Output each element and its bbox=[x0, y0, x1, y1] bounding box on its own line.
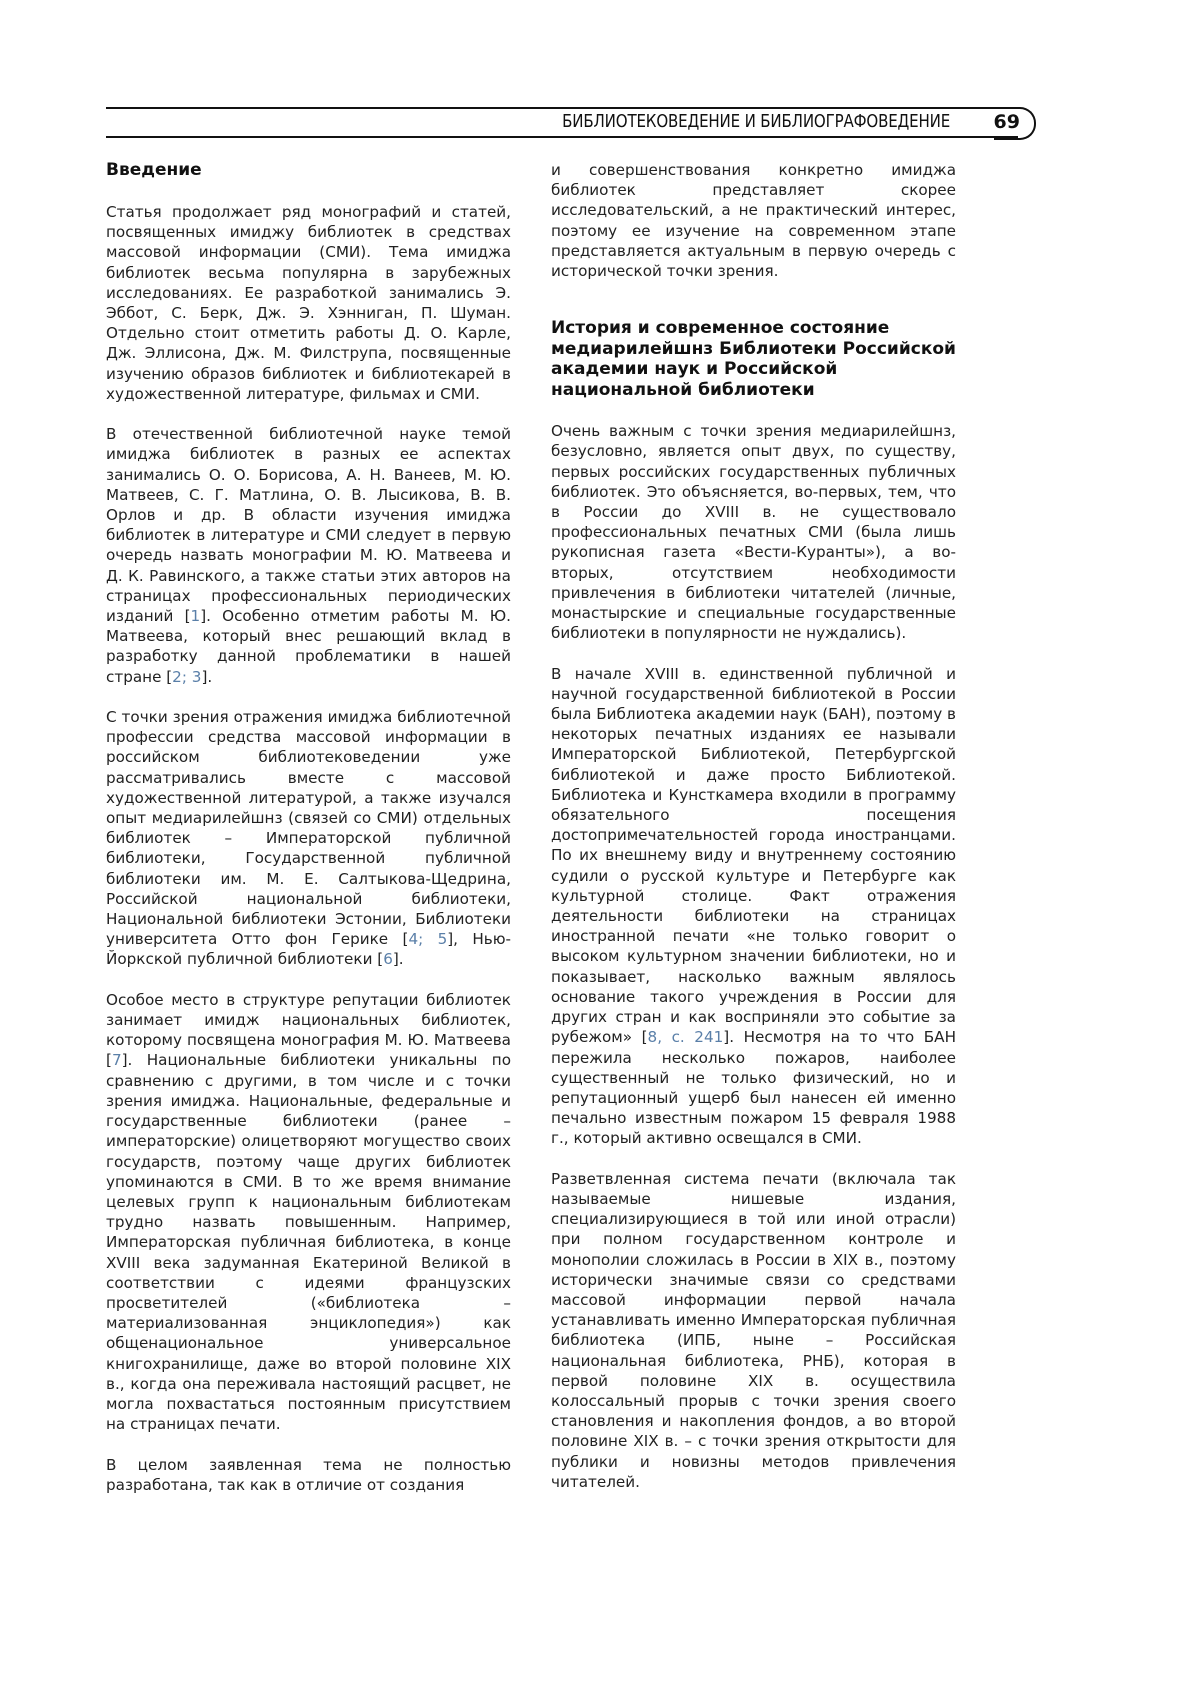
left-column bbox=[106, 160, 511, 1515]
paragraph: Очень важным с точки зрения медиарилейшнз, безусловно, является опыт двух, по существу, первых российских государственных публичных библиотек. Это объясняется, во-первых, тем, что в России до XVIII в. не существовало профессиональных печатных СМИ (была лишь рукописная газета «Вести-Куранты»), а во-вторых, отсутствием необходимости привлечения в библиотеки читателей (личные, монастырские и специальные государственные библиотеки в популярности не нуждались). bbox=[551, 422, 956, 643]
running-head-title: БИБЛИОТЕКОВЕДЕНИЕ И БИБЛИОГРАФОВЕДЕНИЕ bbox=[562, 112, 950, 132]
paragraph: и совершенствования конкретно имиджа библиотек представляет скорее исследовательский, а не практический интерес, поэтому ее изучение на современном этапе представляется актуальным в первую очередь с исторической точки зрения. bbox=[551, 161, 956, 281]
paragraph: В начале XVIII в. единственной публичной и научной государственной библиотекой в России была Библиотека академии наук (БАН), поэтому в некоторых печатных изданиях ее называли Императорской Библиотекой, Петербургской библиотекой и даже просто Библиотекой. Библиотека и Кунсткамера входили в программу обязательного посещения достопримечательностей города иностранцами. По их внешнему виду и внутреннему состоянию судили о русской культуре и Петербурге как культурной столице. Факт отражения деятельности библиотеки на страницах иностранной печати «не только говорит о высоком культурном значении библиотеки, но и показывает, насколько важным являлось основание такого учреждения в России для других стран и как восприняли это событие за рубежом» [8, с. 241]. Несмотря на то что БАН пережила несколько пожаров, наиболее существенный не только физический, но и репутационный ущерб был нанесен ей именно печально известным пожаром 15 февраля 1988 г., который активно освещался в СМИ. bbox=[551, 664, 956, 1148]
section-heading-history: История и современное состояние медиарилейшнз Библиотеки Российской академии наук и Российской национальной библиотеки bbox=[551, 318, 956, 400]
citation-link[interactable]: 1 bbox=[190, 607, 201, 626]
paragraph: В отечественной библиотечной науке темой имиджа библиотек в разных ее аспектах занимались О. О. Борисова, А. Н. Ванеев, М. Ю. Матвеев, С. Г. Матлина, О. В. Лысикова, В. В. Орлов и др. В области изучения имиджа библиотек в литературе и СМИ следует в первую очередь назвать монографии М. Ю. Матвеева и Д. К. Равинского, а также статьи этих авторов на страницах профессиональных периодических изданий [1]. Особенно отметим работы М. Ю. Матвеева, который внес решающий вклад в разработку данной проблематики в нашей стране [2; 3]. bbox=[106, 425, 511, 686]
header-rule-bottom bbox=[106, 136, 1018, 138]
paragraph: В целом заявленная тема не полностью разработана, так как в отличие от создания bbox=[106, 1455, 511, 1494]
paragraph: Разветвленная система печати (включала так называемые нишевые издания, специализирующиеся в той или иной отрасли) при полном государственном контроле и монополии сложилась в России в XIX в., поэтому исторически значимые связи со средствами массовой информации первой начала устанавливать именно Императорская публичная библиотека (ИПБ, ныне – Российская национальная библиотека, РНБ), которая в первой половине XIX в. осуществила колоссальный прорыв с точки зрения своего становления и накопления фондов, а во второй половине XIX в. – с точки зрения открытости для публики и новизны методов привлечения читателей. bbox=[551, 1169, 956, 1491]
section-heading-introduction: Введение bbox=[106, 160, 202, 180]
paragraph: Особое место в структуре репутации библиотек занимает имидж национальных библиотек, которому посвящена монография М. Ю. Матвеева [7]. Национальные библиотеки уникальны по сравнению с другими, в том числе и с точки зрения имиджа. Национальные, федеральные и государственные библиотеки (ранее – императорские) олицетворяют могущество своих государств, поэтому чаще других библиотек упоминаются в СМИ. В то же время внимание целевых групп к национальным библиотекам трудно назвать повышенным. Например, Императорская публичная библиотека, в конце XVIII века задуманная Екатериной Великой в соответствии с идеями французских просветителей («библиотека – материализованная энциклопедия») как общенациональное универсальное книгохранилище, даже во второй половине XIX в., когда она переживала настоящий расцвет, не могла похвастаться постоянным присутствием на страницах печати. bbox=[106, 990, 511, 1434]
right-column bbox=[551, 160, 956, 1512]
citation-link[interactable]: 2; 3 bbox=[172, 667, 202, 686]
citation-link[interactable]: 4; 5 bbox=[408, 930, 448, 949]
header-rule-top bbox=[106, 107, 1018, 109]
paragraph: С точки зрения отражения имиджа библиотечной профессии средства массовой информации в российском библиотековедении уже рассматривались вместе с массовой художественной литературой, а также изучался опыт медиарилейшнз (связей со СМИ) отдельных библиотек – Императорской публичной библиотеки, Государственной публичной библиотеки им. М. Е. Салтыкова-Щедрина, Российской национальной библиотеки, Национальной библиотеки Эстонии, Библиотеки университета Отто фон Герике [4; 5], Нью-Йоркской публичной библиотеки [6]. bbox=[106, 708, 511, 969]
running-header bbox=[106, 107, 1034, 138]
paragraph: Статья продолжает ряд монографий и статей, посвященных имиджу библиотек в средствах массовой информации (СМИ). Тема имиджа библиотек весьма популярна в зарубежных исследованиях. Ее разработкой занимались Э. Эббот, С. Берк, Дж. Э. Хэнниган, П. Шуман. Отдельно стоит отметить работы Д. О. Карле, Дж. Эллисона, Дж. М. Филструпа, посвященные изучению образов библиотек и библиотекарей в художественной литературе, фильмах и СМИ. bbox=[106, 203, 511, 403]
citation-link[interactable]: 6 bbox=[383, 950, 393, 969]
page-number: 69 bbox=[993, 111, 1020, 133]
citation-link[interactable]: 7 bbox=[111, 1051, 122, 1070]
citation-link[interactable]: 8, с. 241 bbox=[647, 1028, 724, 1047]
